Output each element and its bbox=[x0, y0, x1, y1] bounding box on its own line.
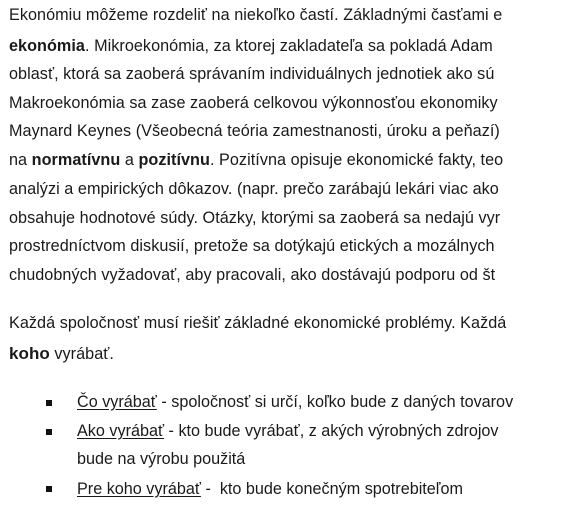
text-run: vyrábať. bbox=[49, 345, 114, 363]
text-run: oblasť, ktorá sa zaoberá správaním individuálnych jednotiek ako sú bbox=[9, 65, 495, 83]
text-run: prostredníctvom diskusií, pretože sa dotýkajú etických a mozálnych bbox=[9, 237, 495, 255]
bullet-text: bude na výrobu použitá bbox=[77, 450, 246, 468]
text-run: Maynard Keynes (Všeobecná teória zamestnanosti, úroku a peňazí) bbox=[9, 122, 500, 140]
bullet-text: - kto bude vyrábať, z akých výrobných zdrojov bbox=[164, 422, 499, 440]
text-run: chudobných vyžadovať, aby pracovali, ako dostávajú podporu od št bbox=[9, 266, 496, 284]
paragraph-1-line-2 bbox=[9, 35, 493, 57]
text-run: obsahuje hodnotové súdy. Otázky, ktorými sa zaoberá sa nedajú vyr bbox=[9, 209, 501, 227]
paragraph-1-line-1 bbox=[9, 4, 502, 26]
text-run: Každá spoločnosť musí riešiť základné ekonomické problémy. Každá bbox=[9, 314, 507, 332]
bullet-item-2-continuation bbox=[77, 448, 245, 470]
bullet-term: Pre koho vyrábať bbox=[77, 480, 201, 498]
paragraph-1-line-4 bbox=[9, 92, 498, 114]
text-run: na bbox=[9, 151, 32, 169]
square-bullet-icon bbox=[46, 429, 52, 435]
paragraph-1-line-9 bbox=[9, 235, 495, 257]
text-run: Ekonómiu môžeme rozdeliť na niekoľko častí. Základnými časťami e bbox=[9, 6, 503, 24]
bullet-item-2-line bbox=[77, 420, 499, 442]
bullet-term: Čo vyrábať bbox=[77, 393, 157, 411]
paragraph-2-line-1 bbox=[9, 312, 506, 334]
square-bullet-icon bbox=[46, 400, 52, 406]
bold-term-koho: koho bbox=[9, 344, 50, 363]
text-run: Makroekonómia sa zase zaoberá celkovou výkonnosťou ekonomiky bbox=[9, 94, 498, 112]
bullet-item-1-line bbox=[77, 391, 513, 413]
bullet-text: - spoločnosť si určí, koľko bude z daných tovarov bbox=[156, 393, 514, 411]
text-run: . Mikroekonómia, za ktorej zakladateľa sa pokladá Adam bbox=[84, 37, 493, 55]
text-run: a bbox=[120, 151, 139, 169]
text-run: analýzi a empirických dôkazov. (napr. prečo zarábajú lekári viac ako bbox=[9, 180, 499, 198]
bold-term-ekonomia: ekonómia bbox=[9, 37, 85, 55]
paragraph-1-line-3 bbox=[9, 63, 494, 85]
paragraph-1-line-7 bbox=[9, 178, 499, 200]
text-run: . Pozitívna opisuje ekonomické fakty, teo bbox=[209, 151, 504, 169]
bold-term-normativnu: normatívnu bbox=[31, 151, 121, 169]
paragraph-1-line-8 bbox=[9, 207, 500, 229]
bullet-text: - kto bude konečným spotrebiteľom bbox=[200, 480, 464, 498]
paragraph-1-line-5 bbox=[9, 120, 500, 142]
paragraph-1-line-6 bbox=[9, 149, 503, 171]
paragraph-1-line-10 bbox=[9, 264, 495, 286]
paragraph-2-line-2 bbox=[9, 343, 114, 365]
bold-term-pozitivnu: pozitívnu bbox=[138, 151, 210, 169]
square-bullet-icon bbox=[46, 486, 52, 492]
bullet-item-3-line bbox=[77, 478, 463, 500]
bullet-term: Ako vyrábať bbox=[77, 422, 165, 440]
